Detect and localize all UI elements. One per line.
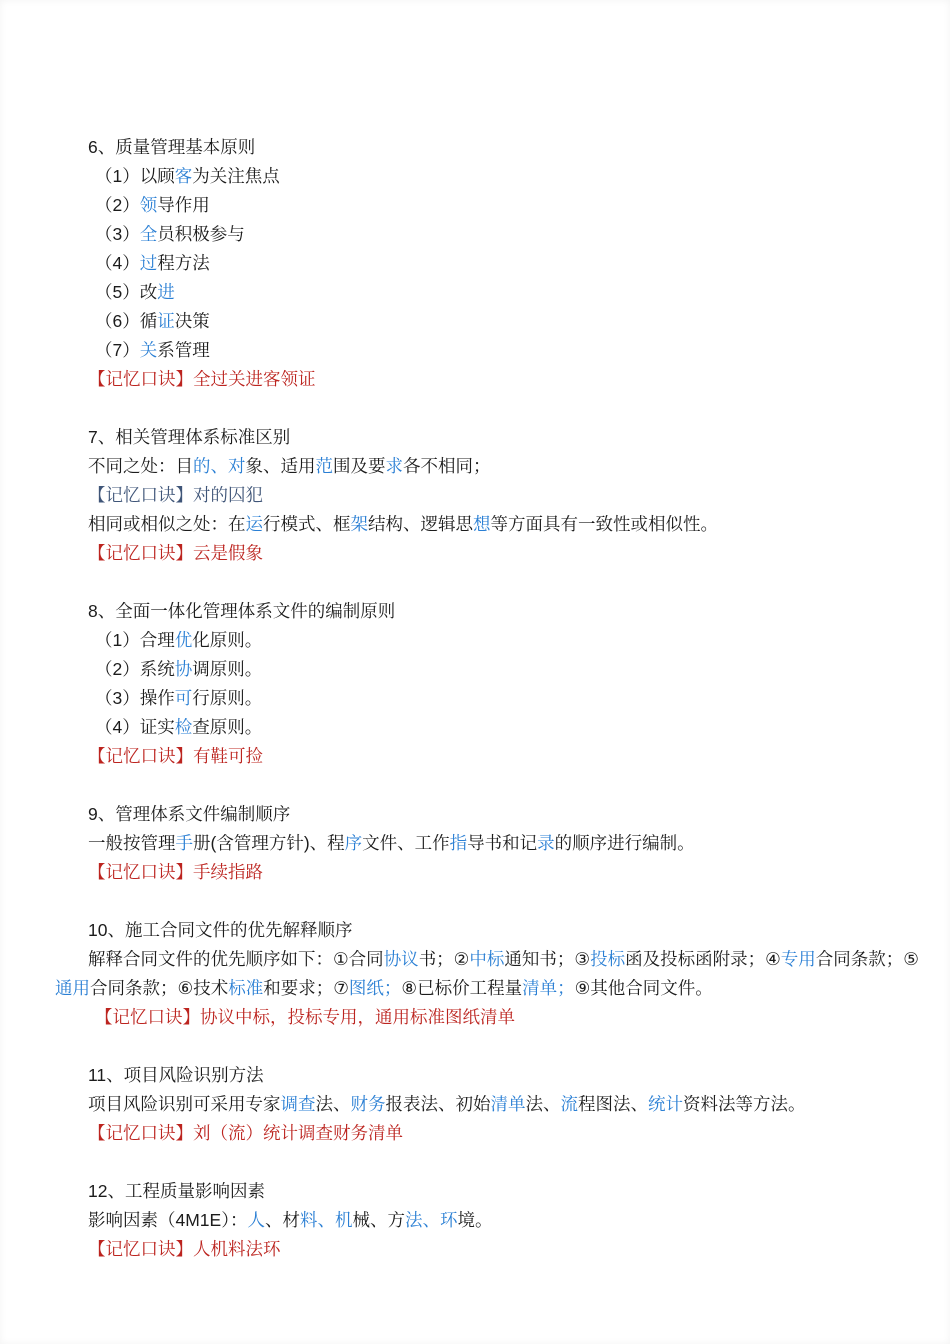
body-text: 程方法 [157, 253, 210, 273]
body-text: 程图法、 [578, 1094, 648, 1114]
body-text: 6、质量管理基本原则 [88, 137, 256, 157]
highlighted-text: 图纸； [348, 978, 402, 998]
section-heading [55, 133, 930, 162]
mnemonic-text: 【记忆口诀】对的囚犯 [88, 485, 263, 505]
highlighted-text: 可 [174, 688, 193, 708]
list-item [55, 162, 930, 191]
body-text: （5）改 [95, 282, 158, 302]
highlighted-text: 专用 [780, 949, 816, 969]
body-text: 械、方 [352, 1210, 405, 1230]
body-text: 函及投标函附录；④ [625, 949, 781, 969]
highlighted-text: 求 [385, 456, 403, 476]
section-heading [55, 800, 930, 829]
body-text: 为关注焦点 [192, 166, 280, 186]
body-text: 11、项目风险识别方法 [88, 1065, 264, 1085]
mnemonic-text: 【记忆口诀】刘（流）统计调查财务清单 [88, 1123, 403, 1143]
body-text: 围及要 [333, 456, 386, 476]
body-text: 资料法等方法。 [683, 1094, 806, 1114]
highlighted-text: 标准 [228, 978, 264, 998]
body-text: 等方面具有一致性或相似性。 [490, 514, 718, 534]
list-item [55, 336, 930, 365]
highlighted-text: 协议 [383, 949, 419, 969]
body-text: （1）合理 [95, 630, 175, 650]
highlighted-text: 关 [139, 340, 158, 360]
body-text: 通知书；③ [504, 949, 591, 969]
body-text: 文件、工作 [362, 833, 450, 853]
note-section-9 [55, 800, 930, 887]
highlighted-text: 指 [449, 833, 468, 853]
highlighted-text: 流 [560, 1094, 578, 1114]
body-text: 调原则。 [192, 659, 263, 679]
highlighted-text: 检 [174, 717, 193, 737]
body-text: 相同或相似之处：在 [88, 514, 246, 534]
highlighted-text: 料、机 [299, 1210, 353, 1230]
body-text: ⑧已标价工程量 [401, 978, 523, 998]
body-text: 解释合同文件的优先顺序如下：①合同 [88, 949, 384, 969]
list-item [55, 655, 930, 684]
note-section-7 [55, 423, 930, 568]
body-text: （4） [95, 253, 140, 273]
list-item [55, 249, 930, 278]
highlighted-text: 清单 [490, 1094, 526, 1114]
highlighted-text: 序 [344, 833, 363, 853]
highlighted-text: 财务 [350, 1094, 386, 1114]
highlighted-text: 优 [174, 630, 193, 650]
body-text: 行原则。 [192, 688, 263, 708]
section-heading [55, 597, 930, 626]
highlighted-text: 全 [139, 224, 158, 244]
section-heading [55, 1177, 930, 1206]
body-text: 9、管理体系文件编制顺序 [88, 804, 291, 824]
mnemonic-text: 【记忆口诀】全过关进客领证 [88, 369, 316, 389]
highlighted-text: 想 [473, 514, 491, 534]
body-text: （3）操作 [95, 688, 175, 708]
body-text: 员积极参与 [157, 224, 245, 244]
highlighted-text: 架 [350, 514, 368, 534]
highlighted-text: 协 [174, 659, 193, 679]
paragraph-line [55, 1090, 930, 1119]
body-text: 不同之处：目 [88, 456, 193, 476]
mnemonic-text: 【记忆口诀】云是假象 [88, 543, 263, 563]
body-text: 8、全面一体化管理体系文件的编制原则 [88, 601, 396, 621]
body-text: （1）以顾 [95, 166, 175, 186]
mnemonic-line [55, 539, 930, 568]
list-item [55, 684, 930, 713]
list-item [55, 220, 930, 249]
body-text: ⑨其他合同文件。 [574, 978, 713, 998]
highlighted-text: 法、环 [404, 1210, 458, 1230]
note-section-12 [55, 1177, 930, 1264]
body-text: 报表法、初始 [385, 1094, 491, 1114]
list-item [55, 307, 930, 336]
highlighted-text: 投标 [590, 949, 626, 969]
body-text: 合同条款；⑥技术 [90, 978, 229, 998]
body-text: （2） [95, 195, 140, 215]
highlighted-text: 领 [139, 195, 158, 215]
body-text: 书；② [418, 949, 470, 969]
paragraph-line [55, 829, 930, 858]
body-text: 化原则。 [192, 630, 263, 650]
mnemonic-line [55, 365, 930, 394]
body-text: （6）循 [95, 311, 158, 331]
body-text: 境。 [457, 1210, 493, 1230]
highlighted-text: 运 [245, 514, 263, 534]
body-text: 导作用 [157, 195, 210, 215]
body-text: 查原则。 [192, 717, 263, 737]
mnemonic-line [55, 858, 930, 887]
note-section-10 [55, 916, 930, 1032]
paragraph-line [55, 452, 930, 481]
note-section-11 [55, 1061, 930, 1148]
body-text: 行模式、框 [263, 514, 351, 534]
body-text: 10、施工合同文件的优先解释顺序 [88, 920, 353, 940]
highlighted-text: 中标 [469, 949, 505, 969]
body-text: 象、适用 [245, 456, 316, 476]
highlighted-text: 范 [315, 456, 333, 476]
highlighted-text: 证 [157, 311, 175, 331]
highlighted-text: 调查 [280, 1094, 316, 1114]
highlighted-text: 人 [247, 1210, 265, 1230]
body-text: 系管理 [157, 340, 210, 360]
highlighted-text: 进 [157, 282, 175, 302]
body-text: 结构、逻辑思 [368, 514, 473, 534]
body-text: 各不相同； [403, 456, 491, 476]
list-item [55, 191, 930, 220]
note-section-6 [55, 133, 930, 394]
body-text: 、材 [264, 1210, 300, 1230]
mnemonic-text: 【记忆口诀】人机料法环 [88, 1239, 281, 1259]
paragraph-line [55, 974, 930, 1003]
highlighted-text: 通用 [55, 978, 90, 998]
mnemonic-line [55, 481, 930, 510]
body-text: 法、 [315, 1094, 351, 1114]
mnemonic-text: 【记忆口诀】协议中标，投标专用，通用标准图纸清单 [95, 1007, 515, 1027]
body-text: 项目风险识别可采用专家 [88, 1094, 281, 1114]
mnemonic-line [55, 1003, 930, 1032]
paragraph-line [55, 945, 930, 974]
body-text: （2）系统 [95, 659, 175, 679]
body-text: 册(含管理方针)、程 [193, 833, 345, 853]
body-text: 的顺序进行编制。 [554, 833, 695, 853]
mnemonic-text: 【记忆口诀】有鞋可捡 [88, 746, 263, 766]
section-heading [55, 1061, 930, 1090]
paragraph-line [55, 510, 930, 539]
body-text: 决策 [174, 311, 210, 331]
highlighted-text: 客 [174, 166, 193, 186]
body-text: 和要求；⑦ [263, 978, 349, 998]
mnemonic-line [55, 742, 930, 771]
note-section-8 [55, 597, 930, 771]
highlighted-text: 清单； [522, 978, 575, 998]
mnemonic-line [55, 1119, 930, 1148]
highlighted-text: 手 [175, 833, 193, 853]
body-text: 法、 [525, 1094, 561, 1114]
section-heading [55, 916, 930, 945]
paragraph-line [55, 1206, 930, 1235]
list-item [55, 713, 930, 742]
mnemonic-line [55, 1235, 930, 1264]
body-text: （4）证实 [95, 717, 175, 737]
list-item [55, 626, 930, 655]
highlighted-text: 过 [139, 253, 158, 273]
body-text: 7、相关管理体系标准区别 [88, 427, 291, 447]
highlighted-text: 的、对 [193, 456, 246, 476]
body-text: （3） [95, 224, 140, 244]
body-text: 导书和记 [467, 833, 538, 853]
list-item [55, 278, 930, 307]
highlighted-text: 录 [537, 833, 555, 853]
section-heading [55, 423, 930, 452]
body-text: 12、工程质量影响因素 [88, 1181, 265, 1201]
mnemonic-text: 【记忆口诀】手续指路 [88, 862, 263, 882]
body-text: 影响因素（4M1E）： [88, 1210, 248, 1230]
body-text: （7） [95, 340, 140, 360]
body-text: 一般按管理 [88, 833, 176, 853]
highlighted-text: 统计 [648, 1094, 683, 1114]
body-text: 合同条款；⑤ [815, 949, 919, 969]
